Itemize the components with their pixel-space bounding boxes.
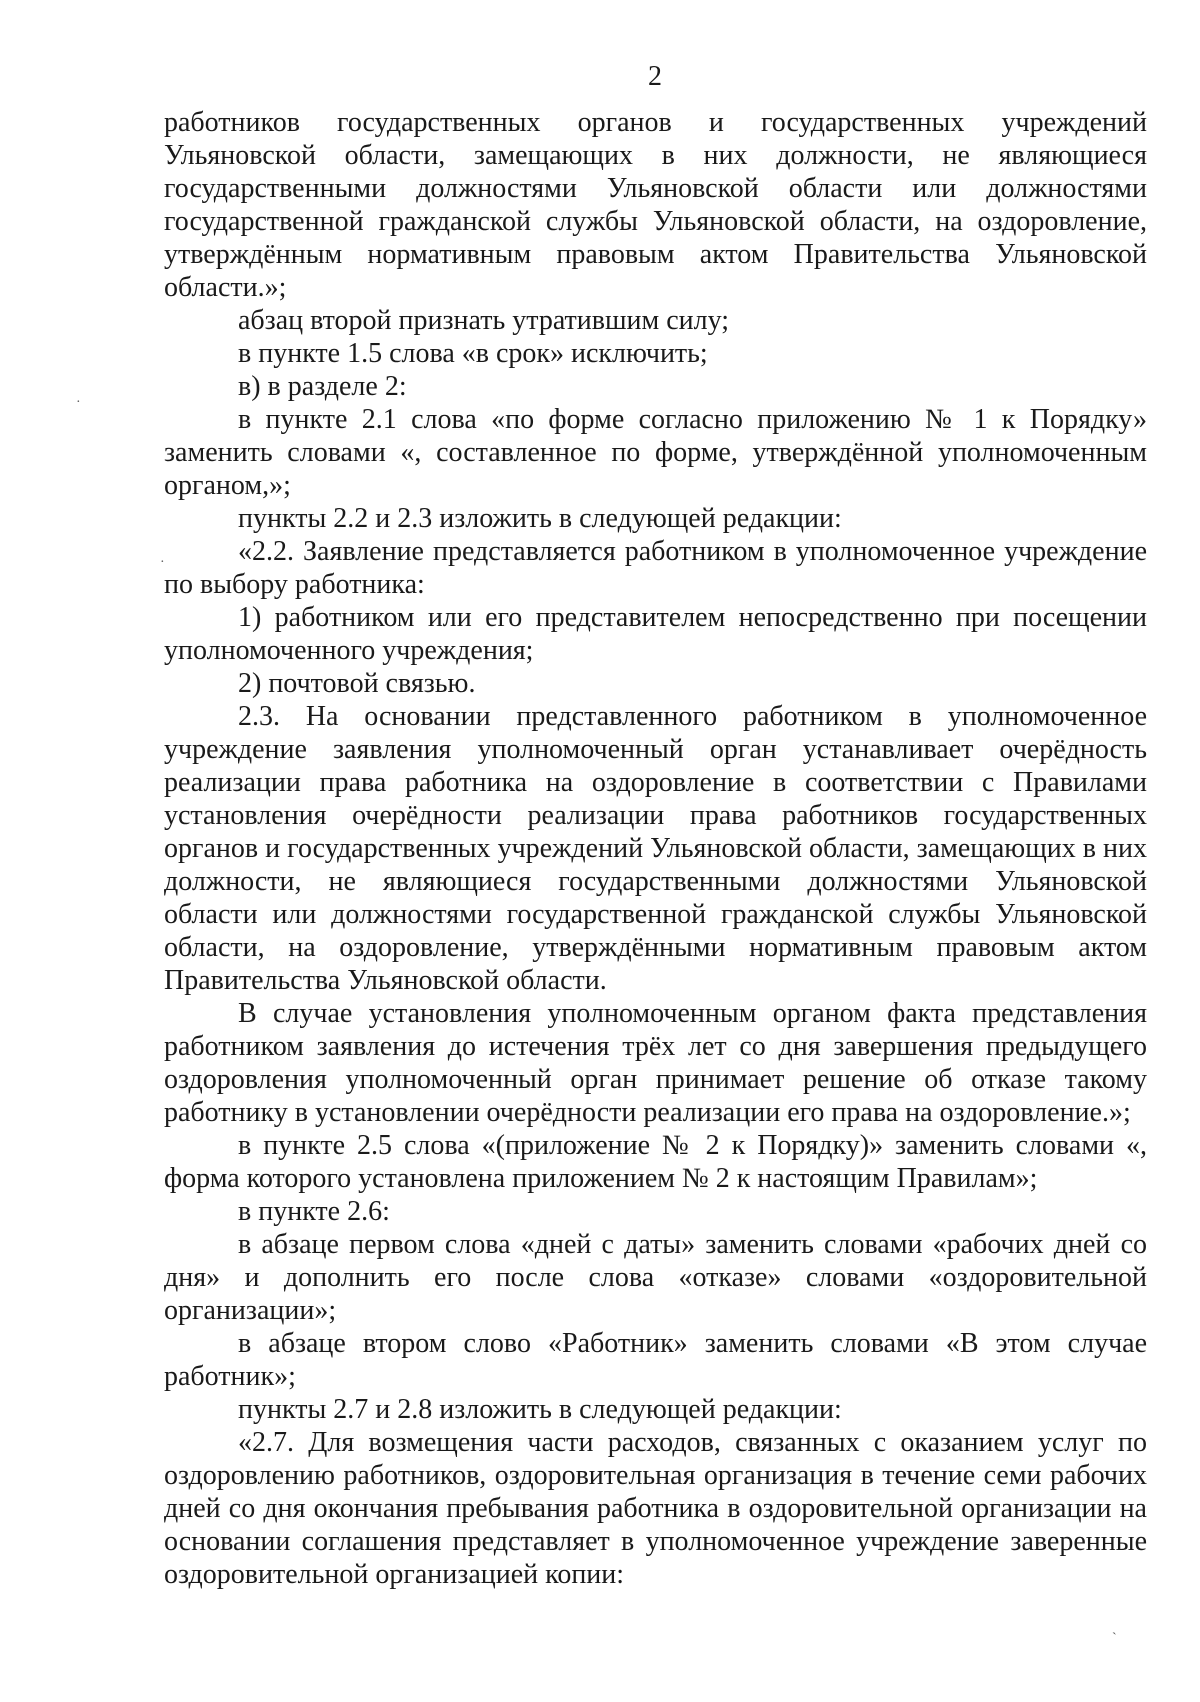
paragraph: В случае установления уполномоченным органом факта представления работником заявления до истечения трёх лет со дня завершения предыдущего оздоровления уполномоченный орган принимает решение об отказе такому работнику в установлении очерёдности реализации его права на оздоровление.»;	[164, 998, 1147, 1128]
paragraph: в пункте 2.6:	[238, 1196, 390, 1227]
paragraph: в абзаце втором слово «Работник» заменить словами «В этом случае работник»;	[164, 1328, 1147, 1392]
paragraph: в пункте 2.5 слова «(приложение № 2 к Порядку)» заменить словами «, форма которого установлена приложением № 2 к настоящим Правилам»;	[164, 1130, 1147, 1194]
scan-speck: ·	[76, 395, 81, 410]
paragraph: работников государственных органов и государственных учреждений Ульяновской области, замещающих в них должности, не являющиеся государственными должностями Ульяновской области или должностями государственной гражданской службы Ульяновской области, на оздоровление, утверждённым нормативным правовым актом Правительства Ульяновской области.»;	[164, 107, 1147, 303]
paragraph: в пункте 2.1 слова «по форме согласно приложению № 1 к Порядку» заменить словами «, составленное по форме, утверждённой уполномоченным органом,»;	[164, 404, 1147, 501]
document-body	[164, 106, 1147, 1591]
paragraph: пункты 2.7 и 2.8 изложить в следующей редакции:	[238, 1394, 842, 1425]
paragraph: 2) почтовой связью.	[238, 668, 476, 699]
paragraph: 2.3. На основании представленного работником в уполномоченное учреждение заявления уполномоченный орган устанавливает очерёдность реализации права работника на оздоровление в соответствии с Правилами установления очерёдности реализации права работников государственных органов и государственных учреждений Ульяновской области, замещающих в них должности, не являющиеся государственными должностями Ульяновской области или должностями государственной гражданской службы Ульяновской области, на оздоровление, утверждёнными нормативным правовым актом Правительства Ульяновской области.	[164, 701, 1147, 996]
paragraph: 1) работником или его представителем непосредственно при посещении уполномоченного учреждения;	[164, 602, 1147, 666]
paragraph: пункты 2.2 и 2.3 изложить в следующей редакции:	[238, 503, 842, 534]
paragraph: абзац второй признать утратившим силу;	[238, 305, 730, 336]
paragraph: в пункте 1.5 слова «в срок» исключить;	[238, 338, 708, 369]
paragraph: «2.7. Для возмещения части расходов, связанных с оказанием услуг по оздоровлению работников, оздоровительная организация в течение семи рабочих дней со дня окончания пребывания работника в оздоровительной организации на основании соглашения представляет в уполномоченное учреждение заверенные оздоровительной организацией копии:	[164, 1427, 1147, 1590]
paragraph: в) в разделе 2:	[238, 371, 407, 402]
paragraph: в абзаце первом слова «дней с даты» заменить словами «рабочих дней со дня» и дополнить его после слова «отказе» словами «оздоровительной организации»;	[164, 1229, 1147, 1326]
page-number: 2	[648, 61, 662, 92]
scan-speck: ˋ	[1112, 1631, 1117, 1646]
paragraph: «2.2. Заявление представляется работником в уполномоченное учреждение по выбору работника:	[164, 536, 1147, 600]
scan-speck: ·	[160, 555, 165, 570]
